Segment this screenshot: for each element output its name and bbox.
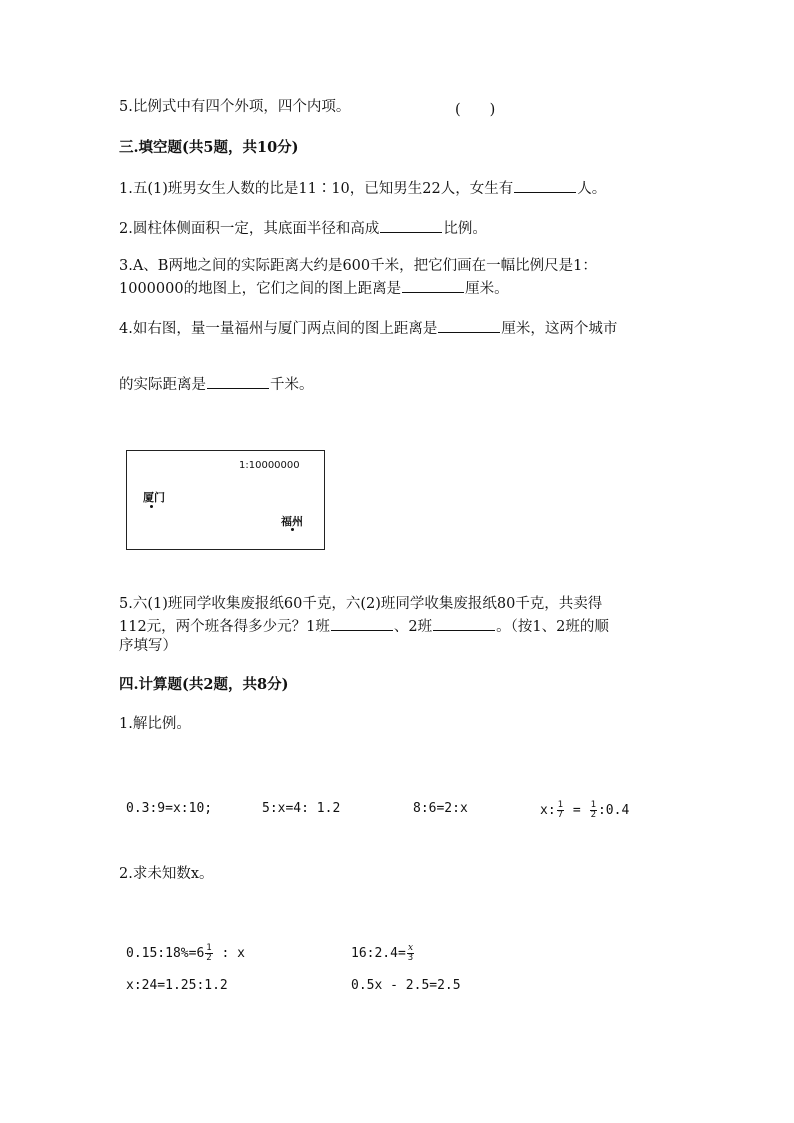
equation-5-prefix: 0.15:18%=6 (126, 946, 205, 961)
equation-4 (540, 801, 629, 820)
fraction (407, 944, 414, 963)
fraction-denominator: 3 (407, 953, 414, 963)
equation-5-suffix: : x (213, 946, 246, 961)
equation-8: 0.5x - 2.5=2.5 (351, 978, 461, 993)
fill-question-3-line-2 (119, 278, 509, 298)
fill-question-5-suffix: 。（按1、2班的顺 (496, 619, 609, 635)
fraction-numerator: 1 (206, 943, 212, 953)
answer-blank[interactable] (207, 374, 269, 389)
fill-question-4-text-2: 的实际距离是 (119, 377, 206, 393)
equation-4-equals: = (565, 803, 589, 818)
section-3-heading: 三.填空题(共5题，共10分) (119, 139, 299, 156)
judge-question-5 (119, 98, 350, 116)
judge-question-5-text: 5.比例式中有四个外项，四个内项。 (119, 99, 351, 115)
fill-question-5-text: 112元，两个班各得多少元？1班 (119, 619, 330, 635)
fill-question-1-text: 1.五(1)班男女生人数的比是11∶10，已知男生22人，女生有 (119, 181, 514, 197)
fraction (205, 944, 212, 963)
fill-question-4-suffix: 千米。 (270, 377, 314, 393)
equation-6-prefix: 16:2.4= (351, 946, 406, 961)
fill-question-5-line-3: 序填写） (119, 638, 177, 654)
fill-question-2-suffix: 比例。 (443, 221, 487, 237)
answer-blank[interactable] (402, 278, 464, 293)
fill-question-4-text: 4.如右图，量一量福州与厦门两点间的图上距离是 (119, 321, 438, 337)
equation-2: 5:x=4: 1.2 (262, 801, 341, 816)
fill-question-4-middle: 厘米，这两个城市 (501, 321, 618, 337)
fill-question-2-text: 2.圆柱体侧面积一定，其底面半径和高成 (119, 221, 380, 237)
fill-question-3-line-1: 3.A、B两地之间的实际距离大约是600千米，把它们画在一幅比例尺是1： (119, 258, 597, 274)
fill-question-4-line-1 (119, 318, 617, 338)
fraction-numerator: 1 (590, 800, 596, 810)
calc-question-2: 2.求未知数x。 (119, 866, 214, 882)
fill-question-5-line-2 (119, 616, 609, 636)
city-label-fuzhou: 福州 (281, 515, 303, 528)
city-label-xiamen: 厦门 (143, 491, 165, 504)
fraction-denominator: 2 (590, 810, 596, 820)
fill-question-5-line-1: 5.六(1)班同学收集废报纸60千克，六(2)班同学收集废报纸80千克，共卖得 (119, 596, 603, 612)
calc-question-1: 1.解比例。 (119, 716, 191, 732)
section-4-heading: 四.计算题(共2题，共8分) (119, 676, 289, 693)
city-dot-xiamen (150, 505, 153, 508)
fill-question-3-suffix: 厘米。 (465, 281, 509, 297)
fill-question-4-line-2 (119, 374, 314, 394)
city-dot-fuzhou (291, 528, 294, 531)
fill-question-2 (119, 218, 487, 238)
equation-3: 8:6=2:x (413, 801, 468, 816)
map-figure (126, 450, 325, 550)
fraction (590, 801, 597, 820)
answer-blank[interactable] (331, 616, 393, 631)
equation-5 (126, 944, 245, 963)
fraction-denominator: 2 (206, 953, 212, 963)
fraction-denominator: 7 (557, 810, 564, 820)
fraction (557, 801, 564, 820)
equation-4-suffix: :0.4 (597, 803, 630, 818)
answer-blank[interactable] (380, 218, 442, 233)
equation-6 (351, 944, 415, 963)
map-scale-label: 1:10000000 (239, 460, 300, 471)
answer-blank[interactable] (514, 178, 576, 193)
answer-blank[interactable] (433, 616, 495, 631)
fraction-numerator: 1 (557, 800, 564, 810)
fill-question-5-middle: 、2班 (393, 619, 433, 635)
equation-1: 0.3:9=x:10; (126, 801, 213, 816)
answer-parentheses[interactable]: ( ) (455, 102, 496, 118)
fill-question-1 (119, 178, 606, 198)
fraction-numerator: x (407, 943, 414, 953)
equation-7: x:24=1.25:1.2 (126, 978, 228, 993)
fill-question-1-suffix: 人。 (577, 181, 607, 197)
fill-question-3-text: 1000000的地图上，它们之间的图上距离是 (119, 281, 402, 297)
equation-4-prefix: x: (540, 803, 556, 818)
answer-blank[interactable] (438, 318, 500, 333)
